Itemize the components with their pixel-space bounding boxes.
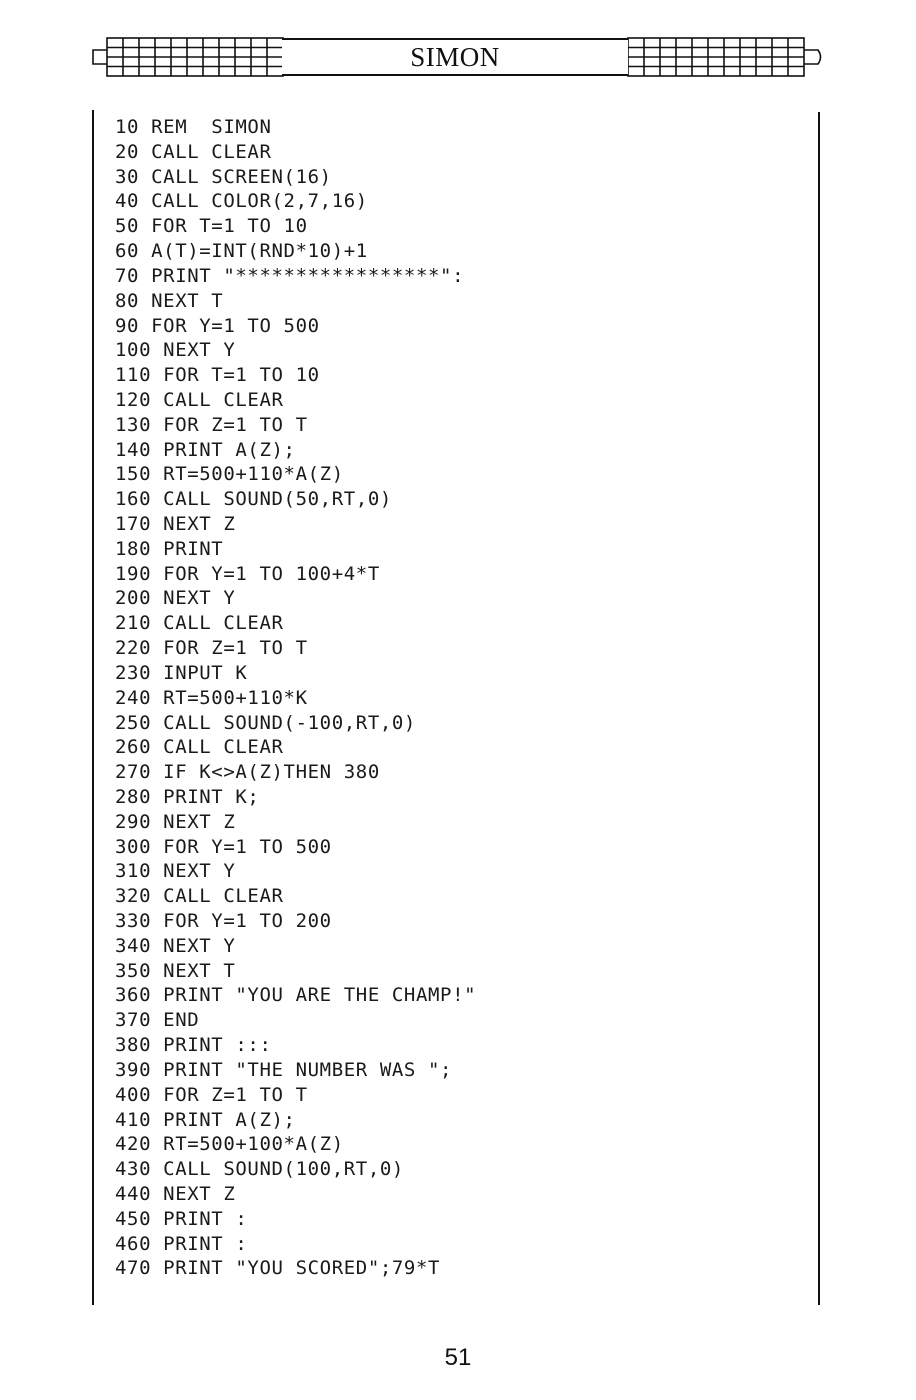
code-line: 60 A(T)=INT(RND*10)+1: [115, 240, 368, 263]
code-line: 330 FOR Y=1 TO 200: [115, 910, 332, 932]
code-line: 280 PRINT K;: [115, 785, 260, 808]
code-line: 220 FOR Z=1 TO T: [115, 637, 308, 660]
code-line: 310 NEXT Y: [115, 860, 236, 883]
code-line: 360 PRINT "YOU ARE THE CHAMP!": [115, 984, 477, 1007]
code-line: 100 NEXT Y: [115, 339, 236, 362]
code-line: 180 PRINT: [115, 537, 224, 560]
code-line: 460 PRINT :: [115, 1232, 248, 1255]
listing-left-rule: [92, 110, 94, 1305]
code-line: 470 PRINT "YOU SCORED";79*T: [115, 1257, 441, 1280]
code-line: 130 FOR Z=1 TO T: [115, 413, 308, 436]
page-header: [90, 34, 825, 82]
code-line: 140 PRINT A(Z);: [115, 438, 296, 461]
code-line: 350 NEXT T: [115, 959, 236, 982]
code-line: 190 FOR Y=1 TO 100+4*T: [115, 562, 380, 585]
code-line: 150 RT=500+110*A(Z): [115, 463, 344, 486]
code-line: 400 FOR Z=1 TO T: [115, 1083, 308, 1106]
code-line: 290 NEXT Z: [115, 810, 236, 833]
code-line: 20 CALL CLEAR: [115, 140, 272, 163]
code-line: 200 NEXT Y: [115, 587, 236, 610]
code-line: 420 RT=500+100*A(Z): [115, 1133, 344, 1156]
code-line: 370 END: [115, 1009, 200, 1032]
code-line: 270 IF K<>A(Z)THEN 380: [115, 761, 380, 784]
code-line: 30 CALL SCREEN(16): [115, 165, 332, 188]
code-line: 10 REM SIMON: [115, 116, 272, 138]
code-line: 70 PRINT "*****************":: [115, 264, 465, 287]
code-line: 50 FOR T=1 TO 10: [115, 215, 308, 238]
code-line: 80 NEXT T: [115, 289, 224, 312]
code-line: 440 NEXT Z: [115, 1182, 236, 1205]
listing-right-rule: [818, 112, 820, 1305]
code-line: 340 NEXT Y: [115, 934, 236, 957]
code-line: 430 CALL SOUND(100,RT,0): [115, 1158, 404, 1181]
code-line: 90 FOR Y=1 TO 500: [115, 314, 320, 337]
code-line: 410 PRINT A(Z);: [115, 1108, 296, 1131]
page-title: SIMON: [410, 41, 500, 72]
code-line: 230 INPUT K: [115, 661, 248, 684]
code-line: 120 CALL CLEAR: [115, 388, 284, 411]
code-line: 170 NEXT Z: [115, 513, 236, 535]
code-line: 210 CALL CLEAR: [115, 612, 284, 635]
program-listing: [115, 115, 476, 1281]
title-box: [282, 38, 628, 76]
code-line: 320 CALL CLEAR: [115, 885, 284, 908]
code-line: 160 CALL SOUND(50,RT,0): [115, 488, 392, 511]
code-line: 380 PRINT :::: [115, 1034, 272, 1057]
code-line: 260 CALL CLEAR: [115, 736, 284, 759]
code-line: 300 FOR Y=1 TO 500: [115, 835, 332, 858]
page-number: 51: [444, 1344, 472, 1371]
code-line: 450 PRINT :: [115, 1207, 248, 1230]
code-line: 110 FOR T=1 TO 10: [115, 364, 320, 387]
code-line: 40 CALL COLOR(2,7,16): [115, 190, 368, 213]
code-line: 250 CALL SOUND(-100,RT,0): [115, 711, 416, 734]
code-line: 390 PRINT "THE NUMBER WAS ";: [115, 1058, 453, 1081]
code-line: 240 RT=500+110*K: [115, 686, 308, 709]
